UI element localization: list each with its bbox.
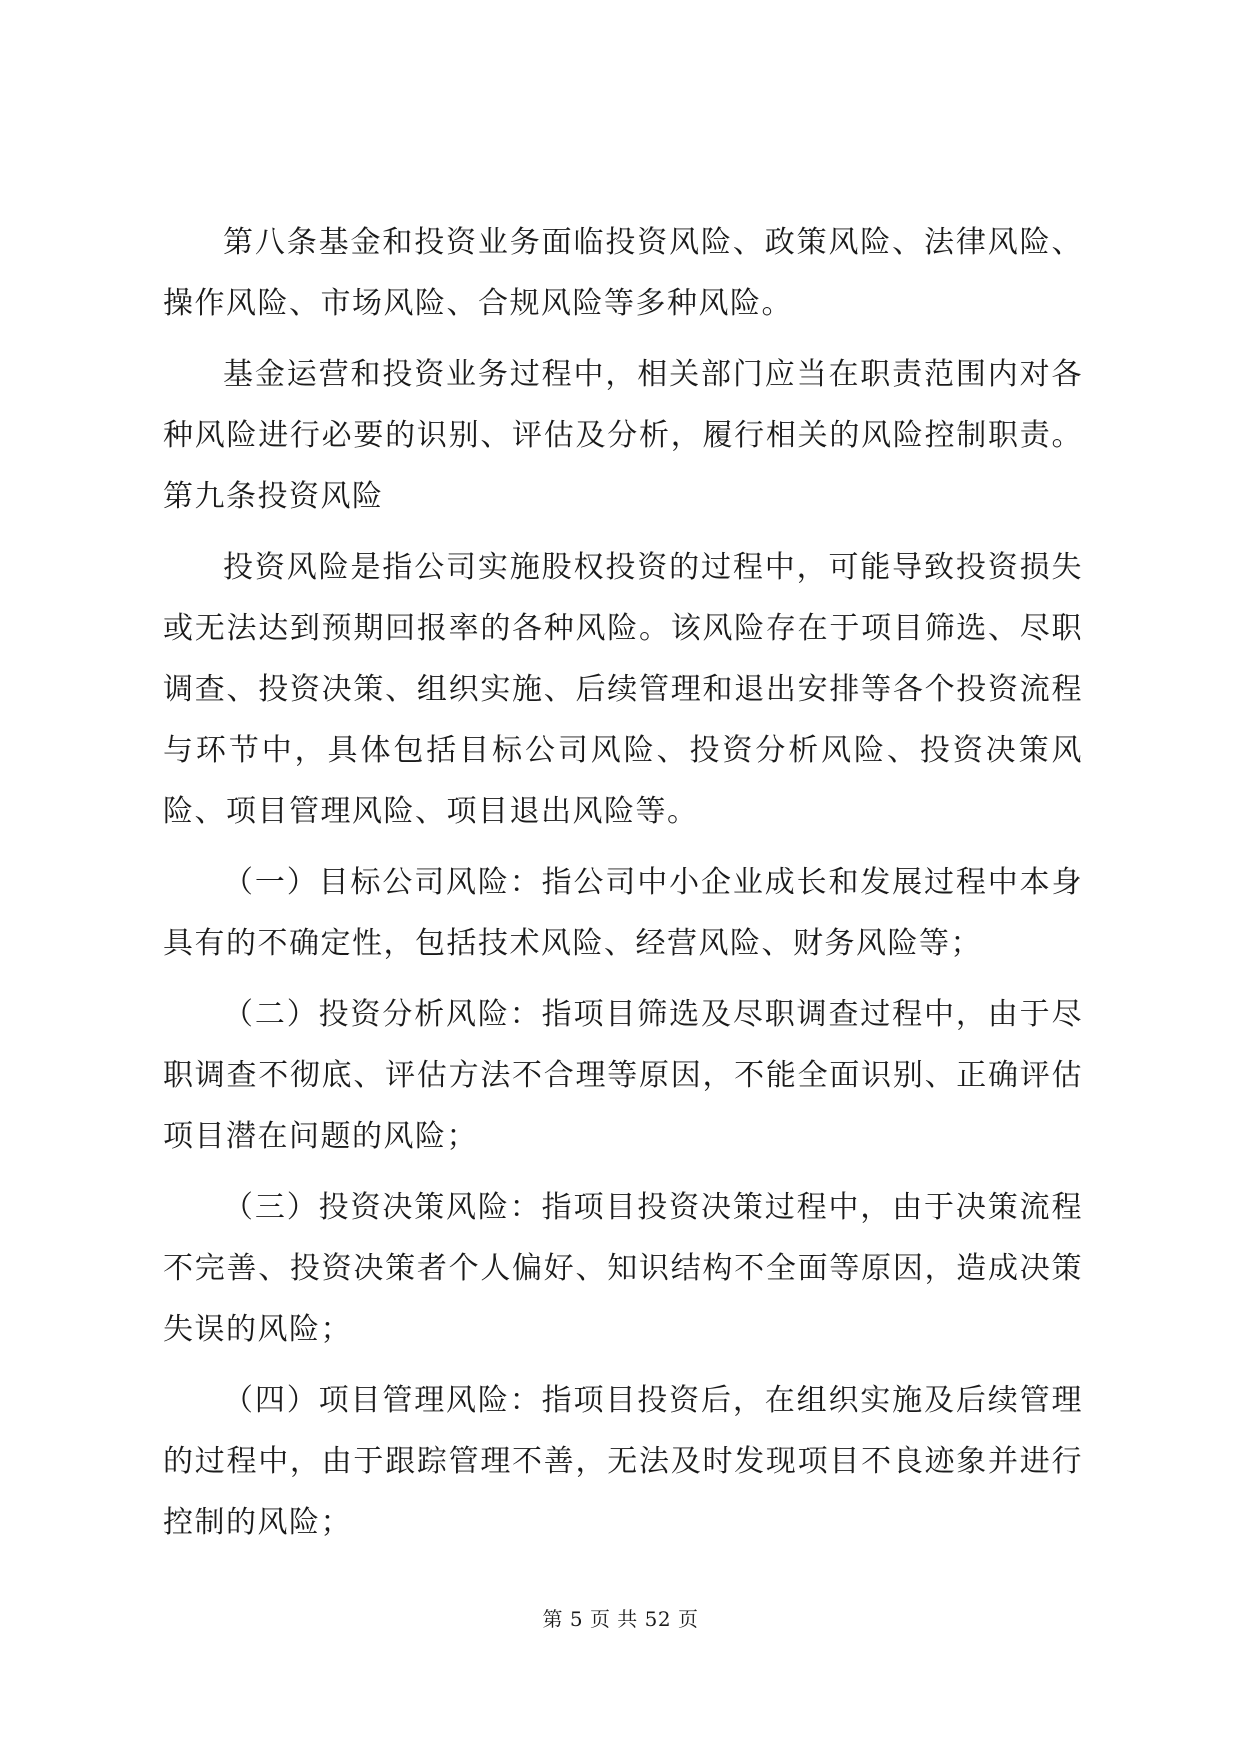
paragraph-article-8: 第八条基金和投资业务面临投资风险、政策风险、法律风险、操作风险、市场风险、合规风险等多种风险。 bbox=[163, 225, 1083, 321]
document-body bbox=[163, 212, 1083, 1563]
paragraph-management-risk: （四）项目管理风险：指项目投资后，在组织实施及后续管理的过程中，由于跟踪管理不善，无法及时发现项目不良迹象并进行控制的风险； bbox=[163, 1383, 1083, 1540]
paragraph-decision-risk: （三）投资决策风险：指项目投资决策过程中，由于决策流程不完善、投资决策者个人偏好、知识结构不全面等原因，造成决策失误的风险； bbox=[163, 1190, 1083, 1347]
paragraph-target-company-risk: （一）目标公司风险：指公司中小企业成长和发展过程中本身具有的不确定性，包括技术风险、经营风险、财务风险等； bbox=[163, 865, 1083, 961]
paragraph-investment-risk: 投资风险是指公司实施股权投资的过程中，可能导致投资损失或无法达到预期回报率的各种风险。该风险存在于项目筛选、尽职调查、投资决策、组织实施、后续管理和退出安排等各个投资流程与环节中，具体包括目标公司风险、投资分析风险、投资决策风险、项目管理风险、项目退出风险等。 bbox=[163, 550, 1083, 829]
paragraph-responsibilities: 基金运营和投资业务过程中，相关部门应当在职责范围内对各种风险进行必要的识别、评估及分析，履行相关的风险控制职责。第九条投资风险 bbox=[163, 357, 1083, 514]
page-number-footer: 第 5 页 共 52 页 bbox=[542, 1607, 699, 1631]
paragraph-analysis-risk: （二）投资分析风险：指项目筛选及尽职调查过程中，由于尽职调查不彻底、评估方法不合理等原因，不能全面识别、正确评估项目潜在问题的风险； bbox=[163, 997, 1083, 1154]
